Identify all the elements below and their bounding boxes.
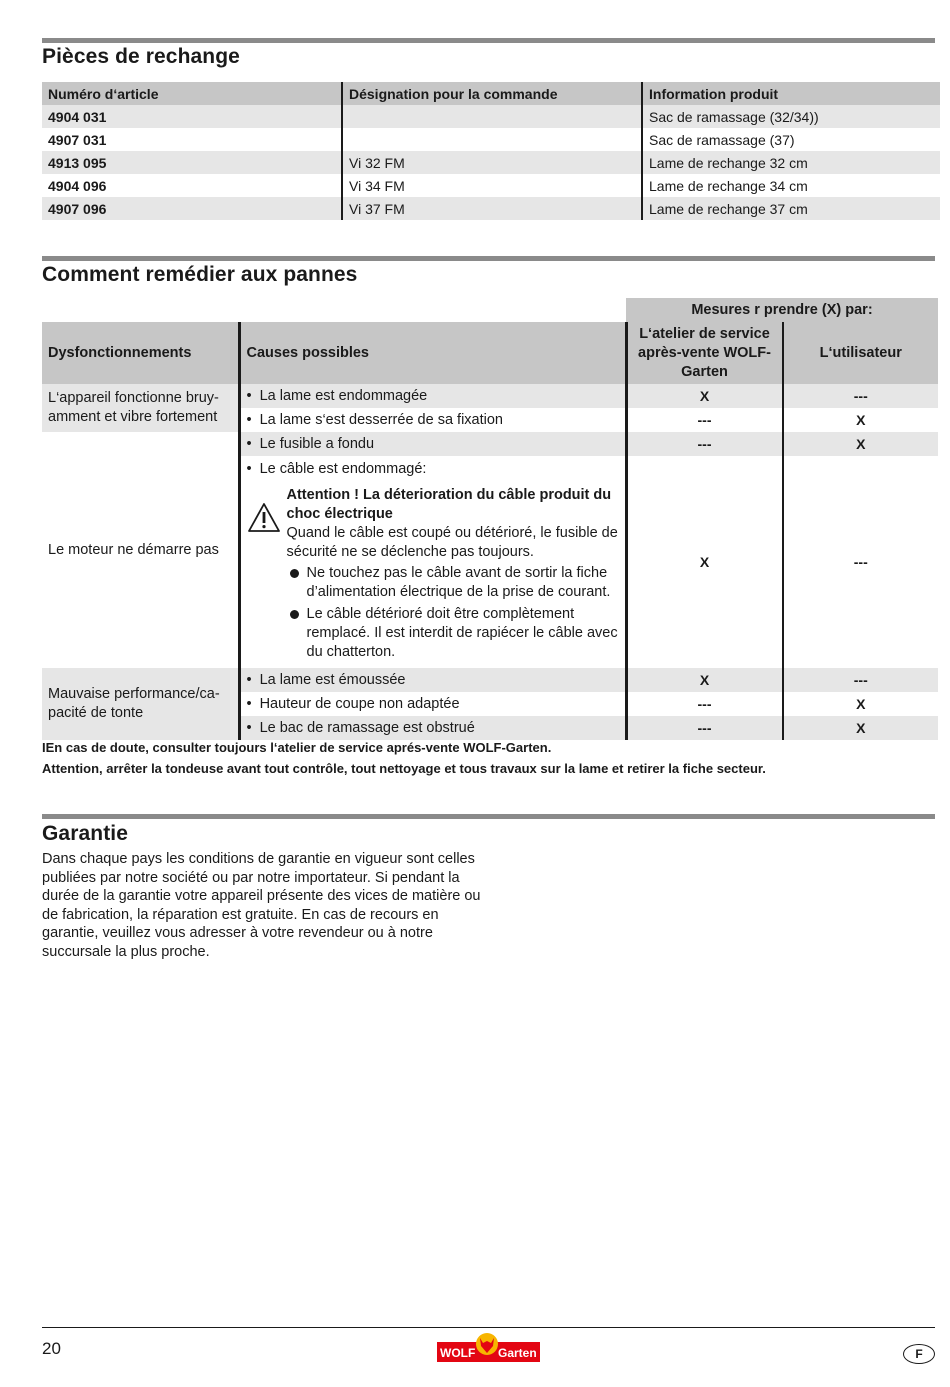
- article-number: 4913 095: [42, 151, 342, 174]
- header-malfunction: Dysfonctionnements: [42, 322, 239, 384]
- cause-text: • Hauteur de coupe non adaptée: [247, 696, 460, 712]
- warranty-title: Garantie: [42, 822, 128, 845]
- user-mark: ---: [783, 456, 939, 668]
- cause-text: • Le câble est endommagé:: [247, 461, 427, 477]
- designation: Vi 37 FM: [342, 197, 642, 220]
- service-mark: ---: [626, 432, 783, 456]
- service-mark: X: [626, 456, 783, 668]
- cause-cell: [239, 408, 626, 432]
- table-row: [42, 384, 938, 408]
- service-mark: ---: [626, 692, 783, 716]
- section-rule: [42, 256, 935, 261]
- user-mark: ---: [783, 668, 939, 692]
- cause-cell: [239, 716, 626, 740]
- logo-word-garten: Garten: [498, 1346, 537, 1360]
- product-info: Sac de ramassage (37): [642, 128, 940, 151]
- service-mark: X: [626, 668, 783, 692]
- warning-point: Ne touchez pas le câble avant de sortir la fiche d’alimentation électrique de la prise de courant.: [287, 564, 619, 602]
- designation: Vi 32 FM: [342, 151, 642, 174]
- parts-table: [42, 82, 940, 220]
- table-row: [42, 668, 938, 692]
- product-info: Lame de rechange 32 cm: [642, 151, 940, 174]
- warning-point: Le câble détérioré doit être complètement remplacé. Il est interdit de rapiécer le câble avec du chatterton.: [287, 605, 619, 662]
- note-safety: Attention, arrêter la tondeuse avant tout contrôle, tout nettoyage et tous travaux sur la lame et retirer la fiche secteur.: [42, 761, 766, 776]
- page-number: 20: [42, 1339, 61, 1358]
- section-rule: [42, 814, 935, 819]
- warning-text: Quand le câble est coupé ou détérioré, le fusible de sécurité ne se déclenche pas toujours.: [286, 525, 618, 560]
- table-row: [42, 105, 940, 128]
- trouble-title: Comment remédier aux pannes: [42, 263, 358, 286]
- cause-cell: [239, 384, 626, 408]
- cause-text: • Le fusible a fondu: [247, 436, 375, 452]
- malfunction-cell: L‘appareil fonctionne bruy-amment et vibre fortement: [42, 384, 239, 432]
- designation: Vi 34 FM: [342, 174, 642, 197]
- product-info: Lame de rechange 37 cm: [642, 197, 940, 220]
- table-row: [42, 151, 940, 174]
- article-number: 4907 096: [42, 197, 342, 220]
- malfunction-cell: Le moteur ne démarre pas: [42, 432, 239, 668]
- header-article: Numéro d‘article: [42, 82, 342, 105]
- header-designation: Désignation pour la commande: [342, 82, 642, 105]
- measures-header-row: [42, 298, 938, 322]
- table-row: [42, 432, 938, 456]
- cause-cell: [239, 432, 626, 456]
- malfunction-cell: Mauvaise performance/ca-pacité de tonte: [42, 668, 239, 740]
- table-row: [42, 174, 940, 197]
- user-mark: X: [783, 432, 939, 456]
- cause-text: • Le bac de ramassage est obstrué: [247, 720, 475, 736]
- note-service: IEn cas de doute, consulter toujours l‘atelier de service aprés-vente WOLF-Garten.: [42, 740, 552, 755]
- table-row: [42, 128, 940, 151]
- cause-cell: [239, 668, 626, 692]
- header-causes: Causes possibles: [239, 322, 626, 384]
- service-mark: X: [626, 384, 783, 408]
- parts-header-row: [42, 82, 940, 105]
- service-mark: ---: [626, 408, 783, 432]
- parts-title: Pièces de rechange: [42, 45, 240, 68]
- column-header-row: [42, 322, 938, 384]
- measures-header: Mesures r prendre (X) par:: [626, 298, 938, 322]
- header-service: L‘atelier de service après-vente WOLF-Garten: [626, 322, 783, 384]
- article-number: 4904 096: [48, 177, 107, 194]
- cause-text: • La lame est émoussée: [247, 672, 406, 688]
- section-rule: [42, 38, 935, 43]
- user-mark: X: [783, 692, 939, 716]
- header-user: L‘utilisateur: [783, 322, 939, 384]
- cause-text: • La lame s‘est desserrée de sa fixation: [247, 412, 503, 428]
- warranty-text: Dans chaque pays les conditions de garantie en vigueur sont celles publiées par notre société ou par notre importateur. Si pendant la durée de la garantie votre appareil présente des vices de matière ou de fabrication, la réparation est gratuite. En cas de recours en garantie, veuillez vous adresser à votre revendeur ou à notre succursale la plus proche.: [42, 851, 481, 960]
- table-row: [42, 197, 940, 220]
- troubleshooting-table: [42, 298, 938, 740]
- warning-title: Attention ! La déterioration du câble produit du choc électrique: [286, 487, 612, 522]
- warning-icon: [247, 502, 281, 533]
- product-info: Sac de ramassage (32/34)): [642, 105, 940, 128]
- language-badge: F: [903, 1344, 935, 1364]
- designation: [342, 128, 642, 151]
- article-number: 4904 031: [42, 105, 342, 128]
- cause-cell: [239, 692, 626, 716]
- warning-block: [247, 480, 619, 666]
- designation: [342, 105, 642, 128]
- cause-cell: [239, 456, 626, 668]
- service-mark: ---: [626, 716, 783, 740]
- user-mark: ---: [783, 384, 939, 408]
- logo-word-wolf: WOLF: [440, 1346, 476, 1360]
- user-mark: X: [783, 408, 939, 432]
- header-info: Information produit: [642, 82, 940, 105]
- user-mark: X: [783, 716, 939, 740]
- article-number: 4907 031: [48, 131, 107, 148]
- product-info: Lame de rechange 34 cm: [642, 174, 940, 197]
- wolf-garten-logo: [437, 1332, 540, 1362]
- footer-rule: [42, 1327, 935, 1328]
- cause-text: • La lame est endommagée: [247, 388, 428, 404]
